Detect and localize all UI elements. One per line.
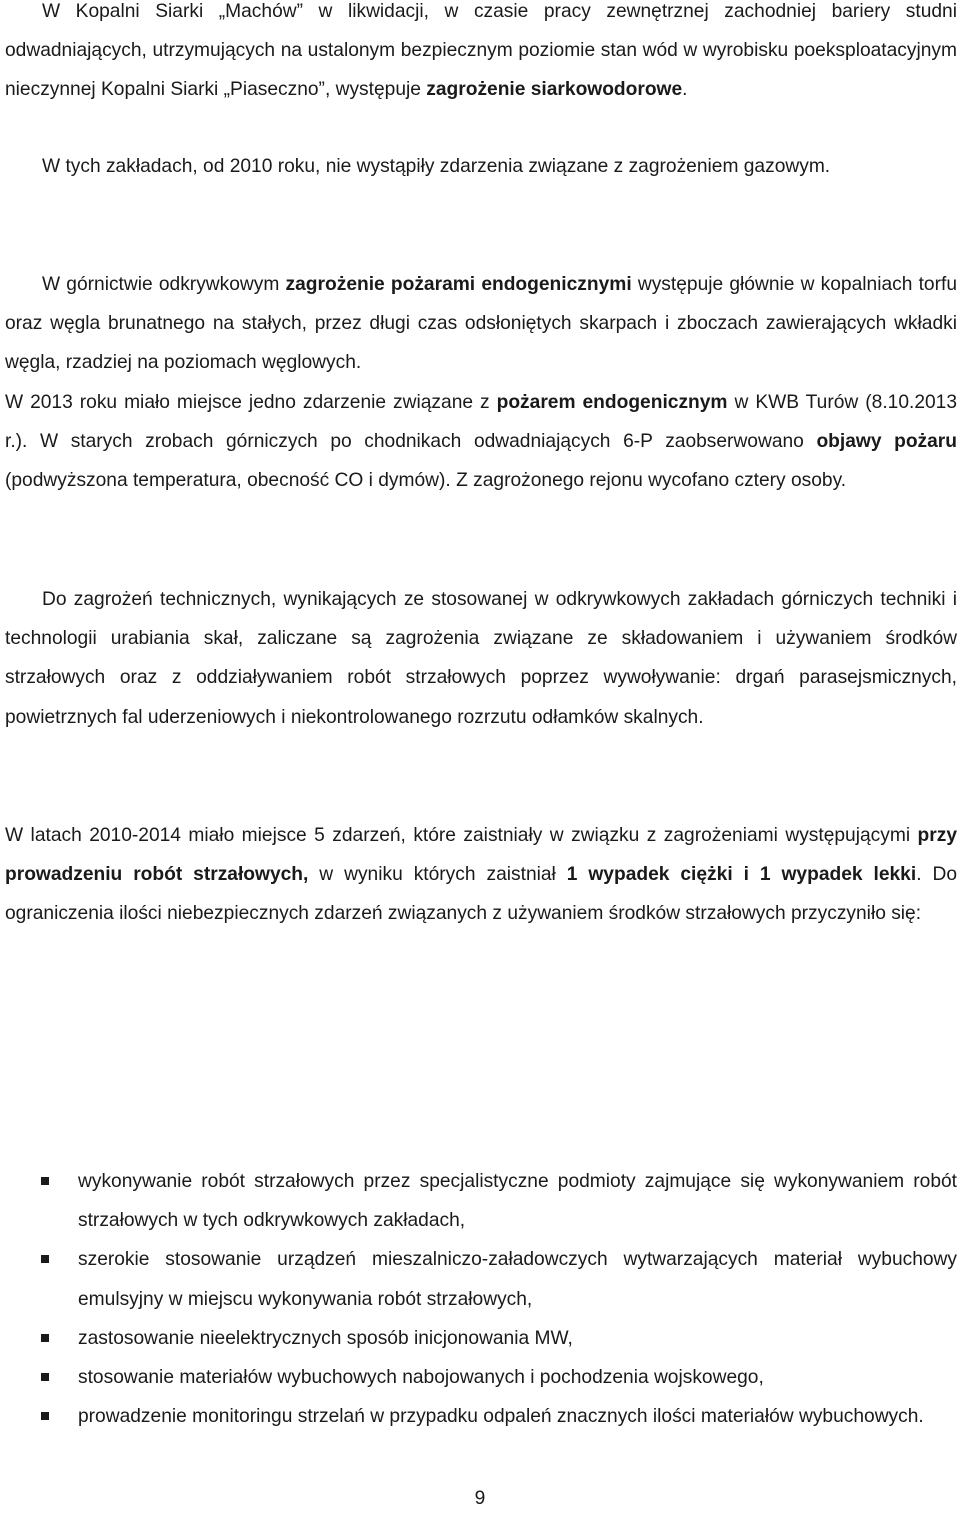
emphasis-hydrogen-sulfide: zagrożenie siarkowodorowe [426,79,683,101]
paragraph-endogenous-fires: W górnictwie odkrywkowym zagrożenie pożarami endogenicznymi występuje głównie w kopalniach torfu oraz węgla brunatnego na stałych, przez długi czas odsłoniętych skarpach i zboczach zawierających wkładki węgla, rzadziej na poziomach węglowych. [5,274,957,374]
bullet-square-icon [41,1334,49,1342]
paragraph-turow-fire: W 2013 roku miało miejsce jedno zdarzenie związane z pożarem endogenicznym w KWB Turów (8.10.2013 r.). W starych zrobach górniczych po chodnikach odwadniających 6-P zaobserwowano objawy pożaru (podwyższona temperatura, obecność CO i dymów). Z zagrożonego rejonu wycofano cztery osoby. [5,392,958,492]
list-item: prowadzenie monitoringu strzelań w przypadku odpaleń znacznych ilości materiałów wybuchowych. [5,1397,957,1436]
list-item: wykonywanie robót strzałowych przez specjalistyczne podmioty zajmujące się wykonywaniem robót strzałowych w tych odkrywkowych zakładach, [5,1162,957,1240]
emphasis-endogenous-fire: pożarem endogenicznym [496,392,728,413]
bullet-square-icon [41,1177,49,1185]
emphasis-endogenous-fires: zagrożenie pożarami endogenicznymi [285,274,632,295]
list-item: stosowanie materiałów wybuchowych nabojowanych i pochodzenia wojskowego, [5,1358,957,1397]
bullet-square-icon [41,1255,49,1263]
list-item: szerokie stosowanie urządzeń mieszalniczo-załadowczych wytwarzających materiał wybuchowy emulsyjny w miejscu wykonywania robót strzałowych, [5,1240,957,1318]
emphasis-fire-symptoms: objawy pożaru [816,431,957,453]
page-number: 9 [474,1488,486,1509]
measures-list [5,1162,957,1436]
paragraph-technical-hazards: Do zagrożeń technicznych, wynikających ze stosowanej w odkrywkowych zakładach górniczych techniki i technologii urabiania skał, zaliczane są zagrożenia związane ze składowaniem i używaniem środków strzałowych oraz z oddziaływaniem robót strzałowych poprzez wywoływanie: drgań parasejsmicznych, powietrznych fal uderzeniowych i niekontrolowanego rozrzutu odłamków skalnych. [5,589,957,728]
paragraph-sulfur-hazard: W Kopalni Siarki „Machów” w likwidacji, w czasie pracy zewnętrznej zachodniej bariery studni odwadniających, utrzymujących na ustalonym bezpiecznym poziomie stan wód w wyrobisku poeksploatacyjnym nieczynnej Kopalni Siarki „Piaseczno”, występuje zagrożenie siarkowodorowe. [5,1,957,101]
emphasis-accidents: 1 wypadek ciężki i 1 wypadek lekki [566,864,917,886]
emphasis-blasting-works: przy prowadzeniu robót strzałowych, [5,825,957,886]
bullet-square-icon [41,1373,49,1381]
bullet-square-icon [41,1412,49,1420]
list-item: zastosowanie nieelektrycznych sposób inicjonowania MW, [5,1319,957,1358]
paragraph-blasting-incidents: W latach 2010-2014 miało miejsce 5 zdarzeń, które zaistniały w związku z zagrożeniami występującymi przy prowadzeniu robót strzałowych, w wyniku których zaistniał 1 wypadek ciężki i 1 wypadek lekki. Do ograniczenia ilości niebezpiecznych zdarzeń związanych z używaniem środków strzałowych przyczyniło się: [5,825,957,925]
paragraph-gas-events: W tych zakładach, od 2010 roku, nie wystąpiły zdarzenia związane z zagrożeniem gazowym. [42,156,831,177]
